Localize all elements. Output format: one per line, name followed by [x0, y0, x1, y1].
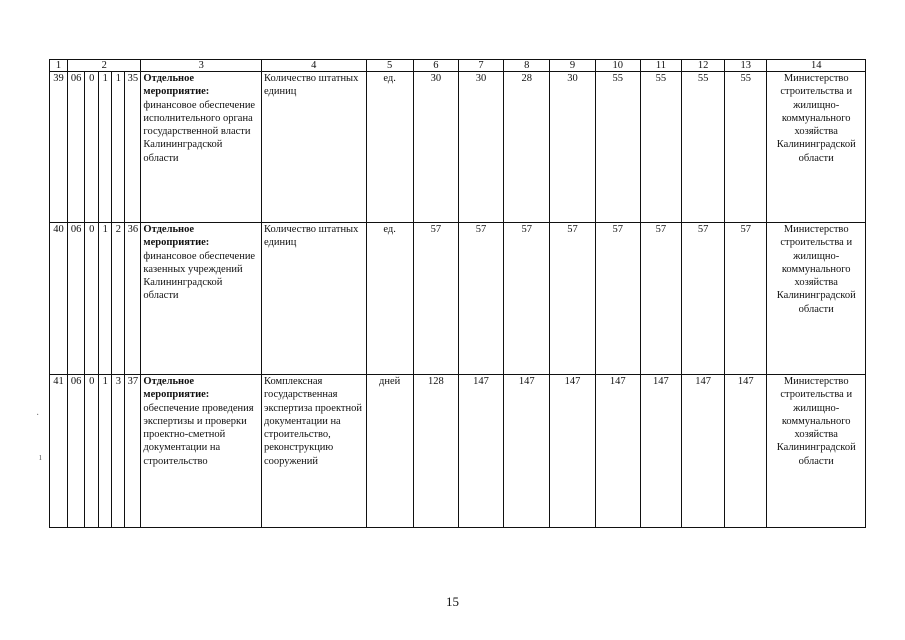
- value-cell: 57: [550, 223, 595, 375]
- header-cell: 11: [640, 60, 681, 72]
- code-cell: 06: [68, 72, 85, 223]
- code-cell: 1: [99, 223, 112, 375]
- header-cell: 7: [458, 60, 503, 72]
- measure-title: Отдельное мероприятие:: [143, 376, 210, 401]
- value-cell: 28: [504, 72, 550, 223]
- table-row: [50, 223, 866, 375]
- value-cell: 147: [725, 375, 767, 528]
- measure-name-cell: [141, 223, 262, 375]
- value-cell: 147: [550, 375, 595, 528]
- code-cell: 06: [68, 223, 85, 375]
- code-cell: 35: [125, 72, 141, 223]
- value-cell: 55: [725, 72, 767, 223]
- value-cell: 147: [595, 375, 640, 528]
- measure-name-cell: [141, 375, 262, 528]
- value-cell: 147: [458, 375, 503, 528]
- executor-cell: Министерство строительства и жилищно-коммунального хозяйства Калининградской области: [767, 72, 866, 223]
- header-cell: 5: [366, 60, 413, 72]
- header-cell: 6: [413, 60, 458, 72]
- value-cell: 147: [504, 375, 550, 528]
- code-cell: 0: [85, 223, 99, 375]
- value-cell: 57: [725, 223, 767, 375]
- table-row: [50, 72, 866, 223]
- measure-title: Отдельное мероприятие:: [143, 224, 210, 249]
- header-cell: 12: [682, 60, 725, 72]
- row-number: 39: [50, 72, 68, 223]
- value-cell: 30: [458, 72, 503, 223]
- header-cell: 10: [595, 60, 640, 72]
- value-cell: 55: [595, 72, 640, 223]
- page-number: 15: [446, 594, 459, 609]
- executor-cell: Министерство строительства и жилищно-коммунального хозяйства Калининградской области: [767, 375, 866, 528]
- indicator-cell: Комплексная государственная экспертиза проектной документации на строительство, реконструкцию сооружений: [262, 375, 367, 528]
- indicator-cell: Количество штатных единиц: [262, 223, 367, 375]
- code-cell: 1: [99, 375, 112, 528]
- value-cell: 57: [458, 223, 503, 375]
- header-cell: 2: [68, 60, 141, 72]
- header-cell: 13: [725, 60, 767, 72]
- measure-title: Отдельное мероприятие:: [143, 73, 210, 98]
- value-cell: 147: [640, 375, 681, 528]
- code-cell: 0: [85, 72, 99, 223]
- measure-text: финансовое обеспечение казенных учреждений Калининградской области: [143, 250, 256, 302]
- scan-mark: ı: [39, 452, 42, 463]
- indicator-cell: Количество штатных единиц: [262, 72, 367, 223]
- value-cell: 57: [504, 223, 550, 375]
- header-row: [50, 60, 866, 72]
- value-cell: 57: [413, 223, 458, 375]
- code-cell: 2: [112, 223, 125, 375]
- scan-mark: ·: [36, 410, 40, 421]
- value-cell: 55: [640, 72, 681, 223]
- code-cell: 1: [99, 72, 112, 223]
- unit-cell: дней: [366, 375, 413, 528]
- value-cell: 30: [550, 72, 595, 223]
- measure-text: обеспечение проведения экспертизы и проверки проектно-сметной документации на строительство: [143, 402, 254, 467]
- code-cell: 06: [68, 375, 85, 528]
- code-cell: 37: [125, 375, 141, 528]
- value-cell: 57: [595, 223, 640, 375]
- row-number: 41: [50, 375, 68, 528]
- value-cell: 128: [413, 375, 458, 528]
- code-cell: 3: [112, 375, 125, 528]
- header-cell: 9: [550, 60, 595, 72]
- value-cell: 55: [682, 72, 725, 223]
- value-cell: 57: [640, 223, 681, 375]
- value-cell: 147: [682, 375, 725, 528]
- unit-cell: ед.: [366, 72, 413, 223]
- code-cell: 36: [125, 223, 141, 375]
- code-cell: 1: [112, 72, 125, 223]
- table-row: [50, 375, 866, 528]
- header-cell: 3: [141, 60, 262, 72]
- header-cell: 8: [504, 60, 550, 72]
- value-cell: 57: [682, 223, 725, 375]
- executor-cell: Министерство строительства и жилищно-коммунального хозяйства Калининградской области: [767, 223, 866, 375]
- indicators-table: [49, 59, 866, 528]
- header-cell: 14: [767, 60, 866, 72]
- header-cell: 4: [262, 60, 367, 72]
- value-cell: 30: [413, 72, 458, 223]
- code-cell: 0: [85, 375, 99, 528]
- measure-text: финансовое обеспечение исполнительного органа государственной власти Калининградской области: [143, 99, 256, 164]
- header-cell: 1: [50, 60, 68, 72]
- measure-name-cell: [141, 72, 262, 223]
- unit-cell: ед.: [366, 223, 413, 375]
- row-number: 40: [50, 223, 68, 375]
